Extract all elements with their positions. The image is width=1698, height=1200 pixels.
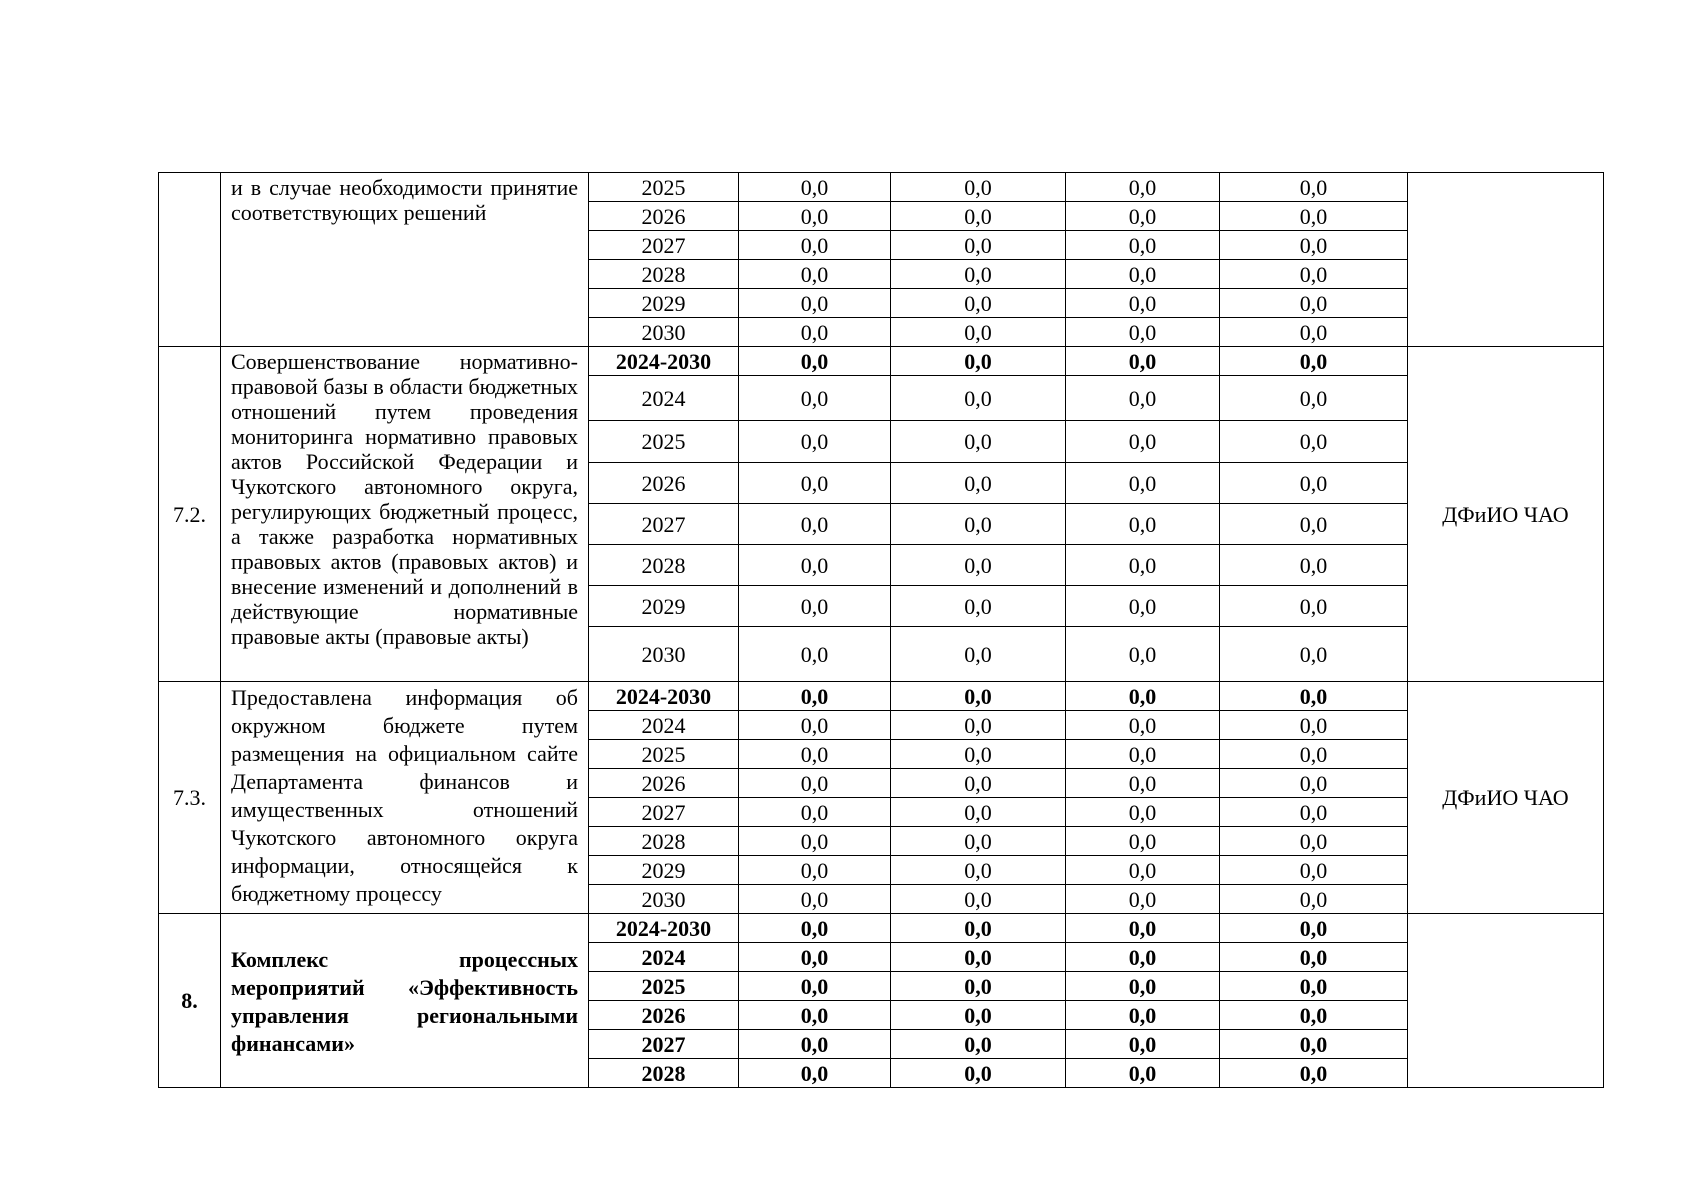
value-cell: 0,0 <box>739 347 891 376</box>
value-cell: 0,0 <box>891 711 1066 740</box>
value-cell: 0,0 <box>739 827 891 856</box>
value-cell: 0,0 <box>739 173 891 202</box>
value-cell: 0,0 <box>1066 202 1220 231</box>
executor-cell: ДФиИО ЧАО <box>1408 347 1604 682</box>
value-cell: 0,0 <box>1066 856 1220 885</box>
value-cell: 0,0 <box>739 463 891 504</box>
value-cell: 0,0 <box>739 769 891 798</box>
year-cell: 2028 <box>589 1059 739 1088</box>
value-cell: 0,0 <box>739 1030 891 1059</box>
value-cell: 0,0 <box>1220 260 1408 289</box>
year-cell: 2029 <box>589 856 739 885</box>
value-cell: 0,0 <box>891 1059 1066 1088</box>
value-cell: 0,0 <box>891 627 1066 682</box>
value-cell: 0,0 <box>1220 1030 1408 1059</box>
value-cell: 0,0 <box>891 943 1066 972</box>
value-cell: 0,0 <box>1220 1001 1408 1030</box>
item-description-text: Совершенствование нормативно-правовой базы в области бюджетных отношений путем проведения мониторинга нормативно правовых актов Российской Федерации и Чукотского автономного округа, регулирующих бюджетный процесс, а также разработка нормативных правовых актов (правовых актов) и внесение изменений и дополнений в действующие нормативные правовые акты (правовые акты) <box>231 349 578 649</box>
year-cell: 2025 <box>589 421 739 463</box>
item-description-text: Предоставлена информация об окружном бюджете путем размещения на официальном сайте Департамента финансов и имущественных отношений Чукотского автономного округа информации, относящейся к бюджетному процессу <box>231 685 578 906</box>
table-row <box>159 347 1604 376</box>
value-cell: 0,0 <box>739 740 891 769</box>
value-cell: 0,0 <box>1066 318 1220 347</box>
value-cell: 0,0 <box>739 1001 891 1030</box>
value-cell: 0,0 <box>739 318 891 347</box>
value-cell: 0,0 <box>1066 972 1220 1001</box>
item-description <box>221 682 589 914</box>
value-cell: 0,0 <box>1220 421 1408 463</box>
value-cell: 0,0 <box>891 740 1066 769</box>
value-cell: 0,0 <box>891 231 1066 260</box>
value-cell: 0,0 <box>1220 914 1408 943</box>
item-description <box>221 347 589 682</box>
value-cell: 0,0 <box>1220 711 1408 740</box>
value-cell: 0,0 <box>739 798 891 827</box>
item-number: 8. <box>159 914 221 1088</box>
year-cell: 2024-2030 <box>589 914 739 943</box>
value-cell: 0,0 <box>1220 463 1408 504</box>
value-cell: 0,0 <box>891 504 1066 545</box>
value-cell: 0,0 <box>1220 1059 1408 1088</box>
value-cell: 0,0 <box>891 972 1066 1001</box>
value-cell: 0,0 <box>1220 318 1408 347</box>
value-cell: 0,0 <box>1220 202 1408 231</box>
value-cell: 0,0 <box>739 231 891 260</box>
value-cell: 0,0 <box>1066 827 1220 856</box>
value-cell: 0,0 <box>1220 972 1408 1001</box>
value-cell: 0,0 <box>1220 545 1408 586</box>
table-row <box>159 682 1604 711</box>
value-cell: 0,0 <box>891 914 1066 943</box>
value-cell: 0,0 <box>1066 682 1220 711</box>
value-cell: 0,0 <box>1066 504 1220 545</box>
value-cell: 0,0 <box>1066 1001 1220 1030</box>
value-cell: 0,0 <box>891 682 1066 711</box>
value-cell: 0,0 <box>891 586 1066 627</box>
year-cell: 2024 <box>589 376 739 421</box>
value-cell: 0,0 <box>1066 421 1220 463</box>
value-cell: 0,0 <box>1220 347 1408 376</box>
value-cell: 0,0 <box>1220 798 1408 827</box>
value-cell: 0,0 <box>891 1030 1066 1059</box>
year-cell: 2029 <box>589 289 739 318</box>
value-cell: 0,0 <box>739 376 891 421</box>
value-cell: 0,0 <box>891 827 1066 856</box>
value-cell: 0,0 <box>891 856 1066 885</box>
year-cell: 2029 <box>589 586 739 627</box>
value-cell: 0,0 <box>739 711 891 740</box>
item-description-text: Комплекс процессных мероприятий «Эффективность управления региональными финансами» <box>231 946 578 1056</box>
executor-cell <box>1408 914 1604 1088</box>
value-cell: 0,0 <box>1220 289 1408 318</box>
year-cell: 2027 <box>589 504 739 545</box>
value-cell: 0,0 <box>1066 1030 1220 1059</box>
value-cell: 0,0 <box>739 289 891 318</box>
year-cell: 2025 <box>589 972 739 1001</box>
year-cell: 2030 <box>589 885 739 914</box>
value-cell: 0,0 <box>891 202 1066 231</box>
year-cell: 2027 <box>589 231 739 260</box>
value-cell: 0,0 <box>739 421 891 463</box>
year-cell: 2026 <box>589 202 739 231</box>
value-cell: 0,0 <box>1066 627 1220 682</box>
year-cell: 2027 <box>589 798 739 827</box>
value-cell: 0,0 <box>891 376 1066 421</box>
item-description <box>221 914 589 1088</box>
value-cell: 0,0 <box>739 1059 891 1088</box>
year-cell: 2024 <box>589 711 739 740</box>
value-cell: 0,0 <box>1066 231 1220 260</box>
value-cell: 0,0 <box>1066 289 1220 318</box>
value-cell: 0,0 <box>739 943 891 972</box>
item-description-text: и в случае необходимости принятие соответствующих решений <box>231 175 578 225</box>
value-cell: 0,0 <box>891 289 1066 318</box>
value-cell: 0,0 <box>1220 740 1408 769</box>
value-cell: 0,0 <box>1066 545 1220 586</box>
value-cell: 0,0 <box>1220 856 1408 885</box>
item-number: 7.3. <box>159 682 221 914</box>
value-cell: 0,0 <box>739 682 891 711</box>
value-cell: 0,0 <box>1220 376 1408 421</box>
value-cell: 0,0 <box>891 173 1066 202</box>
value-cell: 0,0 <box>739 885 891 914</box>
value-cell: 0,0 <box>1220 943 1408 972</box>
value-cell: 0,0 <box>739 586 891 627</box>
value-cell: 0,0 <box>1066 1059 1220 1088</box>
year-cell: 2025 <box>589 740 739 769</box>
value-cell: 0,0 <box>739 914 891 943</box>
value-cell: 0,0 <box>1220 682 1408 711</box>
value-cell: 0,0 <box>1220 885 1408 914</box>
year-cell: 2026 <box>589 769 739 798</box>
year-cell: 2030 <box>589 318 739 347</box>
value-cell: 0,0 <box>1220 231 1408 260</box>
value-cell: 0,0 <box>891 260 1066 289</box>
value-cell: 0,0 <box>891 798 1066 827</box>
year-cell: 2028 <box>589 260 739 289</box>
value-cell: 0,0 <box>1220 504 1408 545</box>
table-body <box>159 173 1604 1088</box>
item-number: 7.2. <box>159 347 221 682</box>
item-number <box>159 173 221 347</box>
value-cell: 0,0 <box>1066 347 1220 376</box>
value-cell: 0,0 <box>1066 463 1220 504</box>
value-cell: 0,0 <box>739 627 891 682</box>
value-cell: 0,0 <box>891 545 1066 586</box>
value-cell: 0,0 <box>1066 914 1220 943</box>
year-cell: 2027 <box>589 1030 739 1059</box>
value-cell: 0,0 <box>891 347 1066 376</box>
table-row <box>159 173 1604 202</box>
value-cell: 0,0 <box>891 1001 1066 1030</box>
year-cell: 2025 <box>589 173 739 202</box>
value-cell: 0,0 <box>1066 769 1220 798</box>
value-cell: 0,0 <box>739 202 891 231</box>
value-cell: 0,0 <box>891 318 1066 347</box>
executor-cell: ДФиИО ЧАО <box>1408 682 1604 914</box>
value-cell: 0,0 <box>739 856 891 885</box>
value-cell: 0,0 <box>1220 586 1408 627</box>
value-cell: 0,0 <box>1220 827 1408 856</box>
value-cell: 0,0 <box>739 504 891 545</box>
value-cell: 0,0 <box>1066 173 1220 202</box>
value-cell: 0,0 <box>1220 769 1408 798</box>
year-cell: 2024-2030 <box>589 347 739 376</box>
value-cell: 0,0 <box>891 463 1066 504</box>
year-cell: 2024-2030 <box>589 682 739 711</box>
value-cell: 0,0 <box>1066 885 1220 914</box>
budget-table <box>158 172 1604 1088</box>
value-cell: 0,0 <box>1066 260 1220 289</box>
value-cell: 0,0 <box>1066 798 1220 827</box>
value-cell: 0,0 <box>739 545 891 586</box>
value-cell: 0,0 <box>1066 586 1220 627</box>
year-cell: 2026 <box>589 1001 739 1030</box>
value-cell: 0,0 <box>891 885 1066 914</box>
value-cell: 0,0 <box>1066 943 1220 972</box>
value-cell: 0,0 <box>1066 711 1220 740</box>
value-cell: 0,0 <box>1066 740 1220 769</box>
value-cell: 0,0 <box>739 972 891 1001</box>
table-row <box>159 914 1604 943</box>
value-cell: 0,0 <box>1066 376 1220 421</box>
item-description <box>221 173 589 347</box>
year-cell: 2024 <box>589 943 739 972</box>
year-cell: 2028 <box>589 827 739 856</box>
year-cell: 2028 <box>589 545 739 586</box>
value-cell: 0,0 <box>891 769 1066 798</box>
value-cell: 0,0 <box>1220 627 1408 682</box>
value-cell: 0,0 <box>739 260 891 289</box>
year-cell: 2026 <box>589 463 739 504</box>
value-cell: 0,0 <box>891 421 1066 463</box>
value-cell: 0,0 <box>1220 173 1408 202</box>
year-cell: 2030 <box>589 627 739 682</box>
executor-cell <box>1408 173 1604 347</box>
